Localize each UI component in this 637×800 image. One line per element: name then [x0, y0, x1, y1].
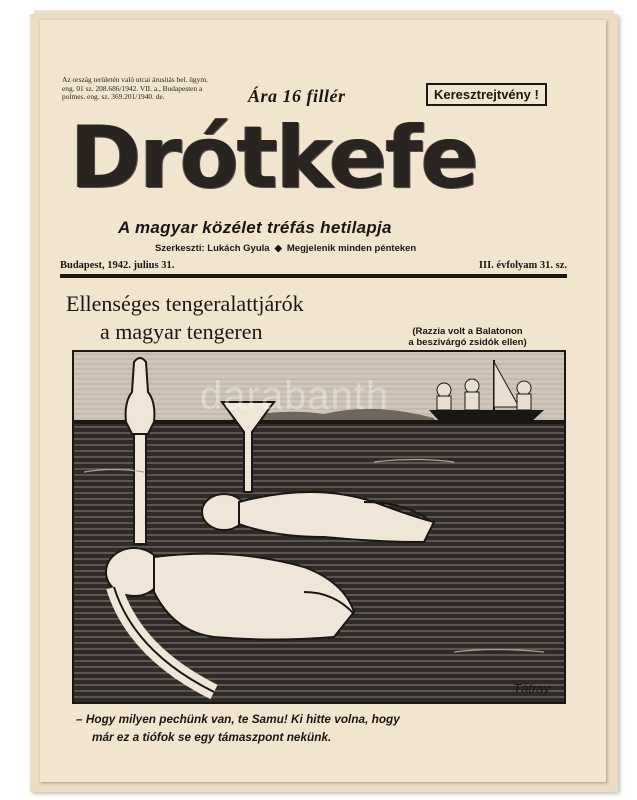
dateline	[60, 260, 567, 271]
caption-line-1: – Hogy milyen pechünk van, te Samu! Ki hitte volna, hogy	[76, 712, 400, 726]
watermark: darabanth	[200, 374, 390, 418]
headline	[66, 290, 304, 346]
masthead-subtitle: A magyar közélet tréfás hetilapja	[118, 218, 392, 237]
cartoon-caption	[76, 710, 566, 746]
issue-date: Budapest, 1942. julius 31.	[60, 260, 175, 271]
legal-notice: Az ország területén való utcai árusítás bel. ügym. eng. 01 sz. 208.686/1942. VII. a., Budapesten a polmes. eng. sz. 369.201/1940. de.	[62, 75, 208, 102]
diamond-icon: ◆	[274, 243, 282, 254]
deck-line-1: (Razzia volt a Balatonon	[412, 326, 523, 337]
deck-line-2: a beszivárgó zsidók ellen)	[408, 337, 527, 348]
artist-signature: Tátray	[513, 681, 550, 696]
caption-line-2: már ez a tiófok se egy támaszpont nekünk.	[92, 730, 332, 744]
masthead-title: Drótkefe	[70, 108, 477, 208]
newspaper-page	[40, 20, 606, 782]
headline-line-2: a magyar tengeren	[100, 319, 263, 344]
header-rule	[60, 274, 567, 278]
headline-line-1: Ellenséges tengeralattjárók	[66, 291, 304, 316]
editor-text: Szerkeszti: Lukách Gyula	[155, 243, 270, 254]
price-label: Ára 16 fillér	[248, 86, 346, 106]
editor-line	[155, 243, 416, 254]
publish-text: Megjelenik minden pénteken	[286, 243, 417, 254]
issue-volume: III. évfolyam 31. sz.	[478, 260, 567, 271]
deck	[365, 326, 570, 348]
crossword-badge: Keresztrejtvény !	[426, 83, 547, 106]
